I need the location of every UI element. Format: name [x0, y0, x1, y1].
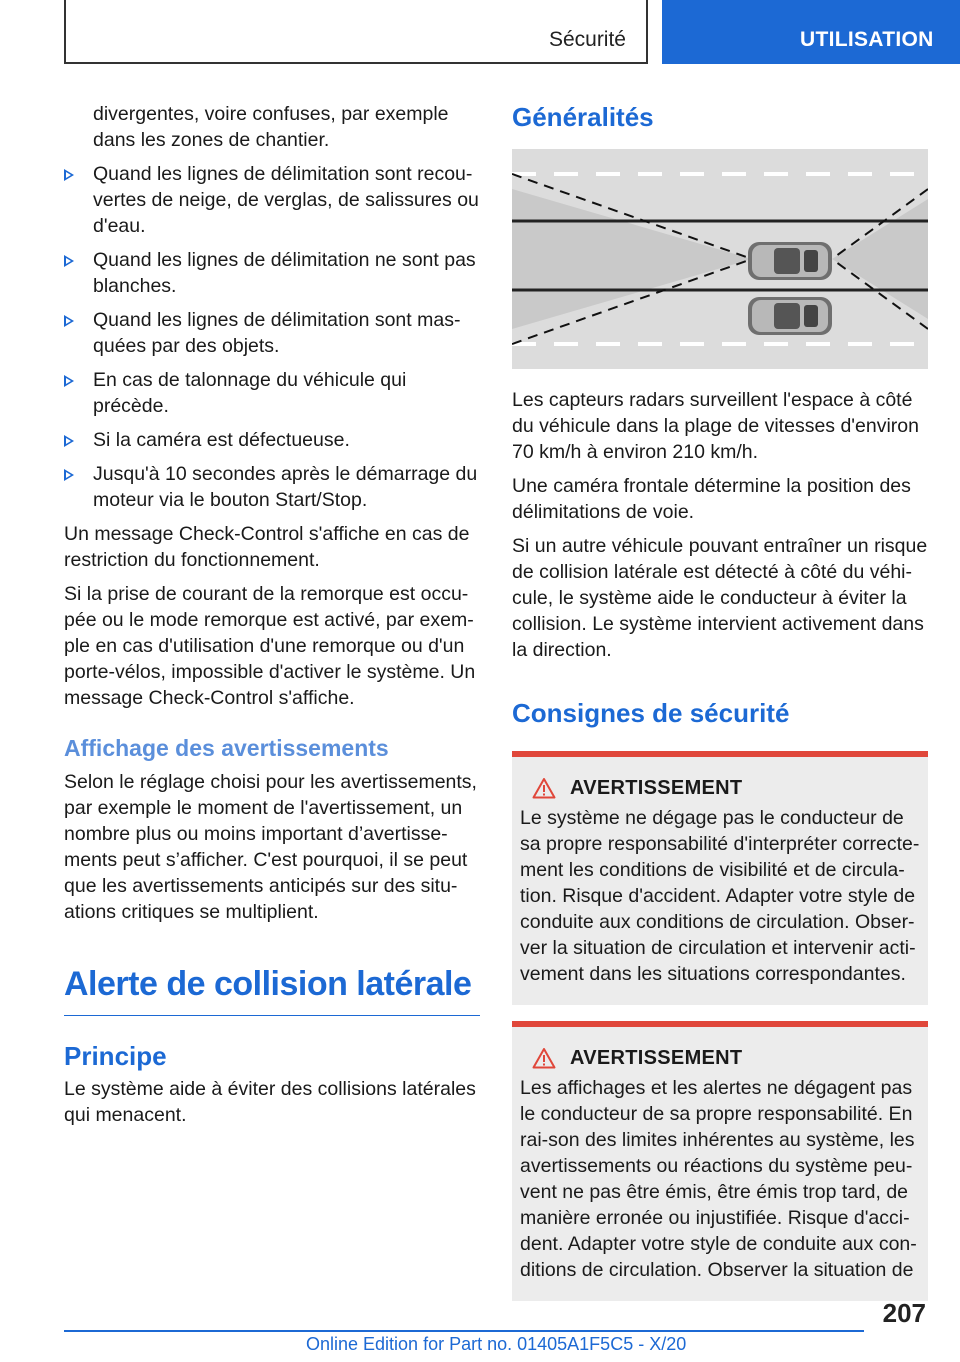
list-item: [64, 461, 480, 513]
footer-edition: Online Edition for Part no. 01405A1F5C5 - X/20: [306, 1334, 687, 1354]
paragraph-generalites-3: Si un autre véhicule pouvant entraîner un risque de collision latérale est détecté à côté du véhi-cule, le système aide le conducteur à éviter la collision. Le système intervient activement dans la direction.: [512, 535, 928, 661]
warning-header: [520, 1045, 920, 1071]
warning-box: [512, 751, 928, 1005]
list-item-text: En cas de talonnage du véhicule qui précède.: [93, 369, 407, 417]
list-item: [64, 247, 480, 299]
warning-text: Le système ne dégage pas le conducteur de sa propre responsabilité d'interpréter correcte-ment les conditions de visibilité et de circula-tion. Risque d'accident. Adapter votre style de conduite aux conditions de circulation. Obser-ver la situation de circulation et intervenir acti-vement dans les situations correspondantes.: [520, 807, 920, 985]
bullet-triangle-icon: [64, 169, 74, 181]
warning-box: [512, 1021, 928, 1301]
paragraph-generalites-1: Les capteurs radars surveillent l'espace à côté du véhicule dans la plage de vitesses d'environ 70 km/h à environ 210 km/h.: [512, 389, 919, 463]
bullet-triangle-icon: [64, 375, 74, 387]
bullet-triangle-icon: [64, 315, 74, 327]
heading-consignes: Consignes de sécurité: [512, 698, 790, 728]
paragraph-principe: Le système aide à éviter des collisions latérales qui menacent.: [64, 1078, 476, 1126]
paragraph-affichage: Selon le réglage choisi pour les avertissements, par exemple le moment de l'avertissement, un nombre plus ou moins important d’avertisse-ments peut s’afficher. C'est pourquoi, il se peut que les avertissements anticipés sur des situ-ations critiques se multiplient.: [64, 771, 477, 923]
list-item-text: Quand les lignes de délimitation ne sont pas blanches.: [93, 249, 476, 297]
warning-text: Les affichages et les alertes ne dégagent pas le conducteur de sa propre responsabilité. En rai-son des limites inhérentes au système, les avertissements ou réactions du système peu-vent ne pas être émis, être émis trop tard, de manière erronée ou injustifiée. Risque d'acci-dent. Adapter votre style de conduite aux con-ditions de circulation. Observer la situation de: [520, 1077, 917, 1281]
list-item-text: Quand les lignes de délimitation sont mas-quées par des objets.: [93, 309, 461, 357]
bullet-triangle-icon: [64, 255, 74, 267]
car-lower-icon: [748, 297, 832, 335]
list-item: [64, 367, 480, 419]
list-item-text: Jusqu'à 10 secondes après le démarrage du moteur via le bouton Start/Stop.: [93, 463, 478, 511]
page-number: 207: [882, 1298, 926, 1328]
heading-affichage: Affichage des avertissements: [64, 735, 389, 761]
heading-principe: Principe: [64, 1041, 167, 1071]
limitation-list: [64, 161, 480, 513]
list-item-text: Quand les lignes de délimitation sont recou-vertes de neige, de verglas, de salissures ou d'eau.: [93, 163, 479, 237]
warning-header: [520, 775, 920, 801]
footer-divider: [64, 1330, 864, 1332]
bullet-triangle-icon: [64, 435, 74, 447]
warning-triangle-icon: [532, 777, 556, 799]
heading-alerte-collision: Alerte de collision latérale: [64, 963, 480, 1016]
car-upper-icon: [748, 242, 832, 280]
chapter-tab: UTILISATION: [662, 0, 960, 64]
list-item-text: Si la caméra est défectueuse.: [93, 429, 350, 451]
list-item: [64, 427, 480, 453]
list-item: [64, 161, 480, 239]
bullet-triangle-icon: [64, 469, 74, 481]
heading-generalites: Généralités: [512, 102, 654, 132]
paragraph-generalites-2: Une caméra frontale détermine la position des délimitations de voie.: [512, 475, 911, 523]
bullet-continuation: divergentes, voire confuses, par exemple dans les zones de chantier.: [93, 103, 449, 151]
lane-illustration: [512, 149, 928, 369]
list-item: [64, 307, 480, 359]
paragraph-check-control: Un message Check-Control s'affiche en cas de restriction du fonctionnement.: [64, 523, 470, 571]
paragraph-trailer: Si la prise de courant de la remorque est occu-pée ou le mode remorque est activé, par exem-ple en cas d'utilisation d'une remorque ou d'un porte-vélos, impossible d'activer le système. Un message Check-Control s'affiche.: [64, 583, 476, 709]
section-title: Sécurité: [548, 28, 626, 51]
warning-title: AVERTISSEMENT: [570, 777, 743, 799]
warning-title: AVERTISSEMENT: [570, 1047, 743, 1069]
warning-triangle-icon: [532, 1047, 556, 1069]
right-column: [512, 101, 928, 1317]
left-column: [64, 101, 480, 1136]
